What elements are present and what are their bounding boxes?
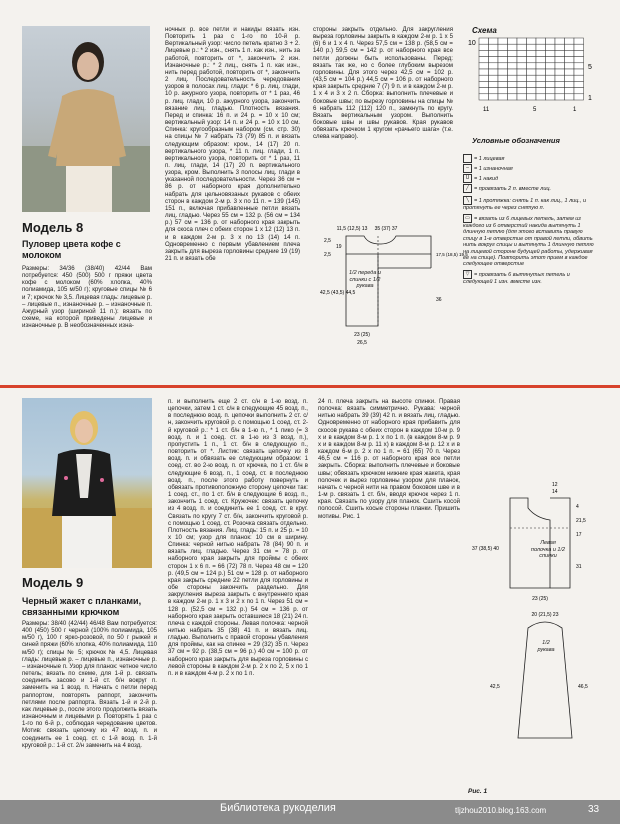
- chart-cell: [508, 63, 518, 69]
- model9-photo-figure: [22, 398, 152, 568]
- model9-title-text: Модель 9: [22, 575, 84, 590]
- model9-col3: [318, 398, 460, 798]
- legend-yarnover-icon: U: [463, 174, 472, 183]
- chart-cell: [565, 44, 575, 50]
- chart-cell: [527, 69, 537, 75]
- chart-cell: [574, 44, 584, 50]
- chart-cell: [555, 50, 565, 56]
- m9-dim-height: 37 (38,5) 40: [472, 546, 499, 552]
- legend-elongated-icon: ▭: [463, 214, 472, 223]
- chart-cell: [517, 75, 527, 81]
- m8-dim-c: 2,5: [324, 252, 331, 258]
- chart-cell: [517, 94, 527, 100]
- chart-cell: [498, 81, 508, 87]
- chart-cell: [574, 63, 584, 69]
- chart-cell: [489, 94, 499, 100]
- chart-cell: [517, 81, 527, 87]
- model8-col2: [165, 26, 300, 380]
- model8-left-paragraph: Размеры: 34/36 (38/40) 42/44 Вам потребуется: 450 (500) 500 г пряжи цвета кофе с молоком (60% хлопка, 40% полиамида, 105 м/50 г); круговые спицы № 6 и 7; крючок № 3,5. Лицевая гладь: лицевые р. – лицевые п., изнаночные р. – изнаночные п. Ажурный узор (шириной 11 п.): вязать по схеме, на которой приведены лицевые и изнаночные р. В необозначенных изна-: [22, 265, 152, 330]
- chart-cell: [527, 88, 537, 94]
- chart-cell: [536, 44, 546, 50]
- chart-cell: [555, 38, 565, 44]
- chart-cell: [517, 50, 527, 56]
- chart-cell: [498, 75, 508, 81]
- m9-dim-215: 21,5: [576, 518, 586, 524]
- chart-cell: [527, 50, 537, 56]
- m8-top-line: [346, 236, 431, 254]
- chart-cell: [555, 88, 565, 94]
- chart-cell: [546, 81, 556, 87]
- chart-cell: [489, 63, 499, 69]
- chart-cell: [489, 38, 499, 44]
- model9-left-text: [22, 620, 157, 798]
- chart-cell: [546, 63, 556, 69]
- chart-cell: [479, 88, 489, 94]
- chart-cell: [536, 88, 546, 94]
- chart-cell: [555, 57, 565, 63]
- legend-item-k2tog: [463, 184, 598, 193]
- m8-dim-top: 35 (37) 37: [374, 226, 398, 232]
- chart-cell: [527, 57, 537, 63]
- chart-cell: [508, 38, 518, 44]
- m8-dim-shoulder: 11,5 (12,5) 13: [336, 226, 368, 232]
- legend-item-purl: [463, 164, 583, 173]
- legend-ssk-text: = 1 протяжка: снять 1 п. как лиц., 1 лиц., и протянуть ее через снятую п.: [463, 197, 587, 211]
- chart-cell: [555, 75, 565, 81]
- chart-cell: [479, 69, 489, 75]
- model8-subtitle: Пуловер цвета кофе с молоком: [22, 239, 121, 260]
- chart-col-label-5: 5: [533, 107, 537, 113]
- chart-cell: [574, 94, 584, 100]
- model8-col2-paragraph: ночных р. все петли и накиды вязать изн. Повторить 1 раз с 1-го по 10-й р. Вертикальный узор: число петель кратно 3 + 2. Лицевые р.: * 2 изн., снять 1 п. как изн., нить за работой, повторить от *, закончить 2 изн. Изнаночные р.: * 2 лиц., снять 1 п. как изн., нить перед работой, повторить от *, закончить 2 лиц. Последовательность чередования узоров в полосах лиц. глади: * 6 р. лиц. глади, 10 р. ажурного узора, повторить от * 1 раз, 46 р. лиц. глади, 10 р. ажурного узора, закончить вязание лиц. гладью. Плотность вязания. Перед и спинка: 16 п. и 24 р. = 10 х 10 см; вертикальный узор: 14 п. и 24 р. = 10 х 10 см. Спинка: кругообразным набором (см. стр. 30) на спицы № 7 набрать 73 (79) 85 п. и вязать следующим образом: кром., 14 (17) 20 п. вертикального узора, * 11 п. лиц. глади, 1 п. вертикального узора, повторить от * 1 раз, 11 п. лиц. глади, 14 (17) 20 п. вертикального узора, кром. Выполнить 3 полосы лиц. глади в указанной последовательности. Через 36 см = 86 р. от наборного края дополнительно набрать для цельновязаных рукавов с обеих сторон в каждом 2-м р. 3 х по 11 п. = 139 (145) 151 п., включая прибавленные петли вязать лиц. гладью. Через 55 см = 132 р. (56 см = 134 р.) 57 см = 136 р. от наборного края закрыть для скоса плеч с обеих сторон 1 х 12 (12) 13 п. и в каждом 2-м р. 3 х по 13 (14) 14 п. Одновременно с первым убавлением плеча закрыть для выреза горловины средние 19 (19) 21 п. и вязать обе: [165, 26, 300, 262]
- chart-row-label-1: 1: [588, 95, 592, 102]
- model8-col3-paragraph: стороны закрыть отдельно. Для закругления выреза горловины закрыть в каждом 2-м р. 1 х 5 (6) 6 и 1 х 4 п. Через 57,5 см = 138 р. (58,5 см = 140 р.) 59,5 см = 142 р. от наборного края все петли должны быть использованы. Перед: вязать так же, но с более глубоким вырезом горловины. Для этого через 42,5 см = 102 р. (43,5 см = 104 р.) 44,5 см = 106 р. от наборного края закрыть средние 7 (7) 9 п. и в каждом 2-м р. 1 х 4 и 3 х 2 п. Сборка: выполнить плечевые и боковые швы; по вырезу горловины на спицы № 6 набрать 112 (112) 120 п., замкнуть по кругу. Вязать вертикальным узором. Выполнить боковые швы и швы рукавов. Края рукавов обвязать крючком 1 кругом «рачьего шага» (т.е. слева направо).: [313, 26, 453, 141]
- model8-photo: [22, 26, 150, 212]
- chart-row-label-10: 10: [468, 40, 476, 47]
- legend-item-yo: [463, 174, 583, 183]
- chart-cell: [479, 44, 489, 50]
- chart-cell: [489, 81, 499, 87]
- m9-dim-12: 12: [552, 482, 558, 488]
- chart-cell: [517, 44, 527, 50]
- knit-chart: [463, 36, 598, 114]
- chart-cell: [574, 88, 584, 94]
- chart-cell: [536, 81, 546, 87]
- legend-item-knit: [463, 154, 583, 163]
- chart-cell: [489, 69, 499, 75]
- chart-cell: [546, 57, 556, 63]
- m9-dim-31: 31: [576, 564, 582, 570]
- page-number: 33: [588, 804, 600, 815]
- chart-cell: [565, 38, 575, 44]
- chart-cell: [565, 88, 575, 94]
- chart-cell: [565, 63, 575, 69]
- chart-cell: [498, 50, 508, 56]
- chart-cell: [498, 38, 508, 44]
- chart-col-label-11: 11: [483, 107, 490, 113]
- m9-sleeve-dim-right: 46,5: [578, 684, 588, 690]
- schema-title: Схема: [472, 26, 497, 35]
- m8-dim-a: 2,5: [324, 238, 331, 244]
- chart-cell: [565, 75, 575, 81]
- chart-cell: [536, 94, 546, 100]
- footer-bar: [0, 800, 620, 824]
- legend-ssk-icon: ╲: [463, 196, 472, 205]
- chart-cell: [498, 57, 508, 63]
- chart-cell: [489, 50, 499, 56]
- legend-item-elongated: [463, 214, 598, 268]
- chart-cell: [508, 75, 518, 81]
- legend-knit-icon: [463, 154, 472, 163]
- chart-cell: [536, 69, 546, 75]
- model9-col2: [168, 398, 308, 798]
- legend-cluster-text: = провязать 6 вытянутых петель и следующей 1 изн. вместе изн.: [463, 271, 570, 285]
- m9-dim-bottom: 23 (25): [532, 596, 548, 602]
- chart-cell: [574, 81, 584, 87]
- chart-cell: [536, 57, 546, 63]
- chart-cell: [517, 38, 527, 44]
- m9-sleeve-dim-top: 20 (21,5) 23: [531, 612, 559, 618]
- chart-cell: [565, 50, 575, 56]
- chart-cell: [546, 75, 556, 81]
- section-divider: [0, 385, 620, 388]
- chart-cell: [508, 88, 518, 94]
- chart-col-label-1: 1: [573, 107, 577, 113]
- chart-cell: [555, 63, 565, 69]
- chart-cell: [489, 75, 499, 81]
- chart-cell: [546, 50, 556, 56]
- m8-dim-b: 19: [336, 244, 342, 250]
- chart-cell: [546, 88, 556, 94]
- legend-k2tog-text: = провязать 2 п. вместе лиц.: [474, 185, 552, 192]
- model8-col3: [313, 26, 453, 216]
- chart-cell: [555, 81, 565, 87]
- legend-cluster-icon: ▽: [463, 270, 472, 279]
- model8-left-text: [22, 265, 152, 380]
- chart-cell: [508, 57, 518, 63]
- legend-elongated-text: = вязать из 6 лицевых петель, затем из каждого из 6 отверстий накида вытянуть 1 длинную петлю (для этого вставить правую спицу в 1-е отверстие от правой петли, обвить нить вокруг спицы и вытянуть 1 длинную петлю на лицевой стороне будущей работы, удерживая ее на спице). Повторить этот прием в каждое следующее отверстие: [463, 215, 594, 268]
- m8-dim-bottom: 23 (25): [354, 332, 370, 338]
- legend-knit-text: = 1 лицевая: [474, 155, 505, 162]
- model9-photo: [22, 398, 152, 568]
- chart-cell: [565, 81, 575, 87]
- chart-cell: [498, 44, 508, 50]
- chart-cell: [527, 44, 537, 50]
- footer-site: Библиотека рукоделия: [220, 802, 336, 814]
- chart-cell: [498, 94, 508, 100]
- chart-cell: [517, 57, 527, 63]
- m8-dim-height: 42,5 (43,5) 44,5: [320, 290, 356, 296]
- chart-cell: [489, 88, 499, 94]
- chart-cell: [479, 81, 489, 87]
- chart-cell: [546, 38, 556, 44]
- model9-schematic-sleeve: [490, 608, 600, 758]
- chart-cell: [555, 44, 565, 50]
- chart-cell: [555, 69, 565, 75]
- chart-cell: [536, 63, 546, 69]
- model9-subtitle: Черный жакет с планками, связанными крючком: [22, 596, 142, 617]
- chart-cell: [527, 94, 537, 100]
- chart-cell: [574, 50, 584, 56]
- chart-cell: [565, 69, 575, 75]
- legend-purl-text: = 1 изнаночная: [474, 165, 513, 172]
- chart-cell: [479, 75, 489, 81]
- chart-cell: [574, 38, 584, 44]
- fig1-label: Рис. 1: [468, 788, 488, 795]
- chart-cell: [479, 63, 489, 69]
- model9-sleeve-label: 1/2 рукава: [537, 640, 555, 653]
- model9-title: [22, 575, 157, 617]
- m9-dim-17: 17: [576, 532, 582, 538]
- chart-cell: [536, 38, 546, 44]
- footer-blog[interactable]: tljzhou2010.blog.163.com: [455, 806, 547, 815]
- model8-title: [22, 220, 152, 260]
- chart-cell: [508, 81, 518, 87]
- chart-cell: [546, 44, 556, 50]
- chart-cell: [479, 38, 489, 44]
- chart-cell: [489, 57, 499, 63]
- model8-piece-label: 1/2 переда и спинки с 1/2 рукава: [348, 270, 381, 289]
- chart-cell: [536, 75, 546, 81]
- legend-k2tog-icon: ╱: [463, 184, 472, 193]
- legend-purl-icon: –: [463, 164, 472, 173]
- chart-cell: [517, 69, 527, 75]
- m8-dim-side: 36: [436, 297, 442, 303]
- chart-cell: [508, 94, 518, 100]
- chart-cell: [508, 69, 518, 75]
- model8-photo-figure: [22, 26, 150, 212]
- model8-schematic: [316, 216, 468, 356]
- chart-cell: [498, 69, 508, 75]
- chart-row-label-5: 5: [588, 64, 592, 71]
- chart-cell: [546, 69, 556, 75]
- chart-cell: [565, 94, 575, 100]
- legend-item-cluster: [463, 270, 598, 285]
- chart-cell: [527, 38, 537, 44]
- chart-cell: [527, 63, 537, 69]
- chart-cell: [527, 75, 537, 81]
- chart-cell: [536, 50, 546, 56]
- chart-cell: [479, 57, 489, 63]
- chart-cell: [508, 50, 518, 56]
- m8-dim-bottom2: 26,5: [357, 340, 367, 346]
- chart-cell: [565, 57, 575, 63]
- model9-col3-paragraph: 24 п. плеча закрыть на высоте спинки. Правая полочка: вязать симметрично. Рукава: черной нитью набрать 39 (39) 42 п. и вязать лиц. гладью. Одновременно от наборного края прибавить для скосов рукава с обеих сторон в каждом 10-м р. 9 х и в каждом 8-м р. 1 х по 1 п. (в каждом 8-м р. 9 х и в каждом 8-м р. 11 х) в каждом 8-м р. 12 х и в каждом 6-м р. 2 х по 1 п. = 61 (65) 70 п. Через 46,5 см = 116 р. от наборного края все петли закрыть. Сборка: выполнить плечевые и боковые швы; обвязать крючком нижние края жакета, края полочек и вырез горловины узором для планок, начать с черной нити на правом боковом шве и в 1-м р. связать 1 ст. б/н, вводя крючок через 1 п. края. Связать по узору для планок. Сшить косой полосой. Сшить косые стороны планки. Пришить мотивы. Рис. 1: [318, 398, 460, 520]
- chart-cell: [546, 94, 556, 100]
- chart-cell: [574, 75, 584, 81]
- legend-item-ssk: [463, 196, 598, 211]
- m9-dim-14: 14: [552, 489, 558, 495]
- chart-cell: [527, 81, 537, 87]
- legend-yo-text: = 1 накид: [474, 175, 499, 182]
- chart-cell: [555, 94, 565, 100]
- legend-title: Условные обозначения: [472, 136, 560, 145]
- chart-cell: [498, 63, 508, 69]
- model9-col2-paragraph: п. и выполнить еще 2 ст. с/н в 1-ю возд. п. цепочки, затем 1 ст. с/н в следующие 45 возд. п., в последнюю возд. п. цепочки выполнить 2 ст. с/н, закончить круговой р. с помощью 1 соед. ст. 2-й круговой р.: * 1 ст. б/н в 1-ю п., * 1 пико (= 3 возд. п. и 1 соед. ст. в 1-ю из 3 возд. п.), пропустить 1 п., 1 ст. б/н в следующую п., повторить от *. Листик: связать цепочку из 8 возд. п. и обвязать ее следующим образом: 1 соед. ст. во 2-ю возд. п. от крючка, по 1 ст. б/н в следующие 6 возд. п., 1 соед. ст. в последнюю возд. п., после этого работу повернуть и обвязать противоположную сторону цепочки так: 1 соед. ст., по 1 ст. б/н в следующие 6 возд. п., закончить 1 соед. ст. Кружочек: связать цепочку из 4 возд. п. и соединить ее 1 соед. ст. в круг. Связать по кругу 7 ст. б/н, закончить круговой р. с помощью 1 соед. ст. Розочка связать отдельно. Плотность вязания. Лиц. гладь: 15 п. и 25 р. = 10 х 10 см; узор для планок: 10 см в ширину. Спинка: черной нитью набрать 78 (84) 90 п. и вязать лиц. гладью. Через 31 см = 78 р. от наборного края закрыть для проймы с обеих сторон 1 х 6 п. = 66 (72) 78 п. Через 48 см = 120 р. (49,5 см = 124 р.) 51 см = 128 р. от наборного края закрыть средние 22 петли для горловины и обе стороны закончить раздельно. Для закругления выреза закрыть с внутреннего края в каждом 2-м р. 1 х 3 и 2 х по 1 п. Через 51 см = 128 р. (52,5 см = 132 р.) 54 см = 136 р. от наборного края закрыть оставшиеся 18 (21) 24 п. плеча с каждой стороны. Левая полочка: черной нитью набрать 35 (38) 41 п. и вязать лиц. гладью. Выполнить с правой стороны убавления для проймы, как на спинке = 29 (32) 35 п. Через 37 см = 92 р. (38,5 см = 96 р.) 40 см = 100 р. от наборного края закрыть для выреза горловины с левой стороны в каждом 2-м р. 2 х по 2, 5 х по 1 п. и в каждом 4-м р. 2 х по 1 п.: [168, 398, 308, 677]
- chart-cell: [489, 44, 499, 50]
- model9-left-paragraph: Размеры: 38/40 (42/44) 46/48 Вам потребуется: 400 (450) 500 г черной (100% полиамида, 105 м/50 г), 100 г ярко-розовой, по 50 г рыжей и синей пряжи (60% хлопка, 40% полиамида, 110 м/50 г); спицы № 5; крючок № 4,5. Лицевая гладь: лицевые р. – лицевые п., изнаночные р. – изнаночные п. Узор для планок: четное число петель; вязать по схеме, для 1-й р. связать соединить засово и 1-й ст. б/н вокруг п. заменить на 1 возд. п. Начать с петли перед раппортом, повторять раппорт, закончить петлями после раппорта. Вязать 1-й и 2-й р. как лицевые р., после этого продолжить вязать изнаночным и лицевыми р. Повторять 1 раз с 1-го по 6-й р., соблюдая чередование цветов. Мотив: связать цепочку из 47 возд. п. и соединить ее 1 соед. ст. с 1-й возд. п. 1-й круговой р.: 1-й ст. 2/н заменить на 4 возд.: [22, 620, 157, 749]
- knit-chart-grid: [479, 38, 584, 100]
- chart-cell: [498, 88, 508, 94]
- chart-cell: [517, 88, 527, 94]
- model8-title-text: Модель 8: [22, 220, 84, 235]
- chart-cell: [574, 57, 584, 63]
- chart-cell: [508, 44, 518, 50]
- m8-dim-sleeve: 17,5 (18,5) 19,5: [436, 252, 468, 257]
- m9-dim-4: 4: [576, 504, 579, 510]
- model9-front-label: Левая полочка и 1/2 спинки: [530, 540, 566, 559]
- chart-cell: [479, 50, 489, 56]
- m9-sleeve-dim-left: 42,5: [490, 684, 500, 690]
- chart-cell: [574, 69, 584, 75]
- chart-cell: [517, 63, 527, 69]
- chart-cell: [479, 94, 489, 100]
